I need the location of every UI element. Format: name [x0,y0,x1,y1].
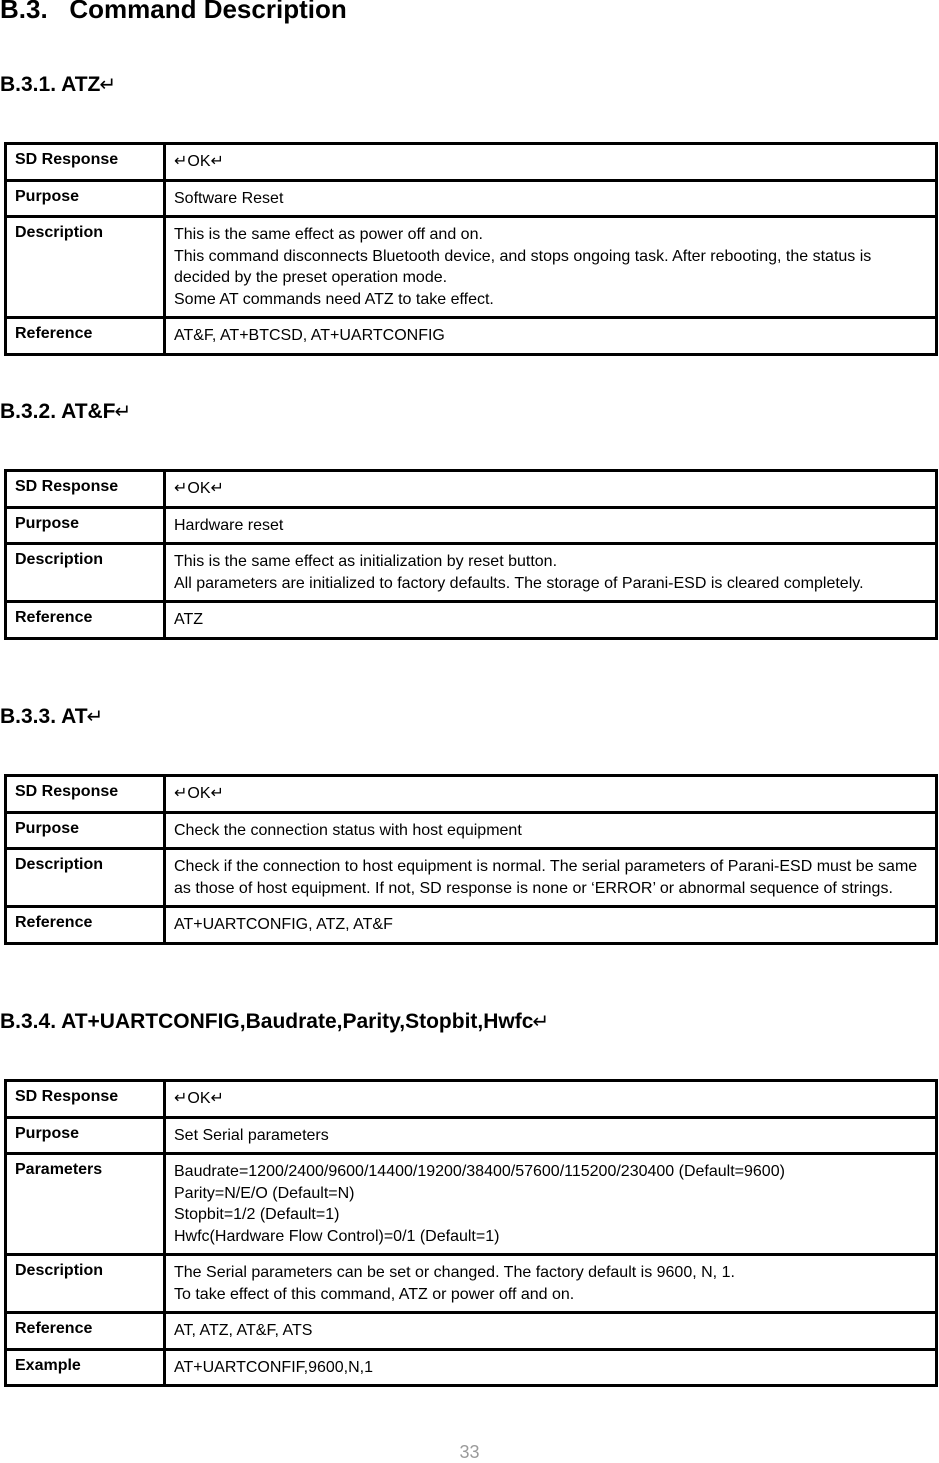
table-row [6,544,937,602]
row-value [165,1255,937,1313]
row-label: Parameters [6,1154,165,1255]
value-line: To take effect of this command, ATZ or power off and on. [174,1285,575,1303]
value-line: Hardware reset [174,516,284,534]
value-line: All parameters are initialized to factory defaults. The storage of Parani-ESD is cleared completely. [174,574,864,592]
at-command-table [4,774,938,945]
row-value [165,849,937,907]
return-icon: ↵ [532,1011,550,1033]
value-line: The Serial parameters can be set or changed. The factory default is 9600, N, 1. [174,1264,735,1281]
return-icon: ↵ [99,74,117,96]
table-row [6,849,937,907]
return-icon: ↵ [86,706,104,728]
row-value [165,602,937,639]
row-value [165,1349,937,1386]
row-label: Reference [6,602,165,639]
table-row [6,1255,937,1313]
row-value [165,471,937,508]
value-line: This command disconnects Bluetooth device, and stops ongoing task. After rebooting, the status is decided by the preset operation mode. [174,247,872,286]
table-row [6,602,937,639]
heading-at-uartconfig [0,1009,549,1034]
value-line: This is the same effect as initialization by reset button. [174,553,558,570]
table-row [6,180,937,217]
row-value [165,180,937,217]
value-line: AT+UARTCONFIF,9600,N,1 [174,1358,374,1376]
atz-command-table [4,142,938,356]
value-line: Some AT commands need ATZ to take effect. [174,290,494,308]
heading-atz [0,72,116,97]
heading-text: B.3.2. AT&F [0,400,116,423]
row-label: Description [6,849,165,907]
row-value [165,217,937,318]
page-number: 33 [459,1442,480,1462]
row-value [165,1154,937,1255]
value-line: AT&F, AT+BTCSD, AT+UARTCONFIG [174,327,445,344]
row-label: Purpose [6,1117,165,1154]
row-label: SD Response [6,776,165,813]
row-value [165,1081,937,1118]
value-line: Software Reset [174,189,284,207]
row-label: SD Response [6,144,165,181]
row-value [165,1117,937,1154]
heading-text: B.3.3. AT [0,705,88,728]
value-line: AT+UARTCONFIG, ATZ, AT&F [174,916,393,933]
table-row [6,1313,937,1350]
heading-text: B.3.4. AT+UARTCONFIG,Baudrate,Parity,Stopbit,Hwfc [0,1010,534,1033]
table-row [6,812,937,849]
row-value [165,507,937,544]
value-line: ↵OK↵ [174,480,224,497]
row-label: Description [6,1255,165,1313]
value-line: Hwfc(Hardware Flow Control)=0/1 (Default=1) [174,1227,500,1245]
row-label: Description [6,217,165,318]
heading-text: B.3.1. ATZ [0,73,101,96]
table-row [6,1349,937,1386]
row-label: Example [6,1349,165,1386]
at-uartconfig-command-table [4,1079,938,1387]
row-label: Reference [6,318,165,355]
table-row [6,507,937,544]
row-label: SD Response [6,1081,165,1118]
at-f-command-table [4,469,938,640]
row-label: Purpose [6,507,165,544]
row-label: SD Response [6,471,165,508]
heading-at-f [0,399,131,424]
row-label: Reference [6,907,165,944]
value-line: Parity=N/E/O (Default=N) [174,1184,355,1202]
row-label: Purpose [6,180,165,217]
table-row [6,1081,937,1118]
section-title: B.3. Command Description [0,0,347,24]
table-row [6,907,937,944]
row-label: Reference [6,1313,165,1350]
row-value [165,812,937,849]
return-icon: ↵ [114,401,132,423]
value-line: This is the same effect as power off and on. [174,226,483,243]
row-value [165,776,937,813]
table-row [6,1117,937,1154]
row-value [165,144,937,181]
value-line: ATZ [174,611,204,628]
value-line: Stopbit=1/2 (Default=1) [174,1206,340,1223]
value-line: ↵OK↵ [174,153,224,170]
row-label: Purpose [6,812,165,849]
row-value [165,318,937,355]
value-line: Check the connection status with host equipment [174,821,522,839]
row-label: Description [6,544,165,602]
value-line: Set Serial parameters [174,1126,329,1144]
value-line: ↵OK↵ [174,785,224,802]
row-value [165,544,937,602]
value-line: Check if the connection to host equipment is normal. The serial parameters of Parani-ESD must be same as those of host equipment. If not, SD response is none or ‘ERROR’ or abnormal sequence of strings. [174,858,918,897]
table-row [6,776,937,813]
row-value [165,1313,937,1350]
table-row [6,217,937,318]
table-row [6,1154,937,1255]
value-line: AT, ATZ, AT&F, ATS [174,1322,313,1339]
row-value [165,907,937,944]
value-line: Baudrate=1200/2400/9600/14400/19200/38400/57600/115200/230400 (Default=9600) [174,1163,785,1180]
table-row [6,144,937,181]
table-row [6,471,937,508]
table-row [6,318,937,355]
value-line: ↵OK↵ [174,1090,224,1107]
heading-at [0,704,103,729]
